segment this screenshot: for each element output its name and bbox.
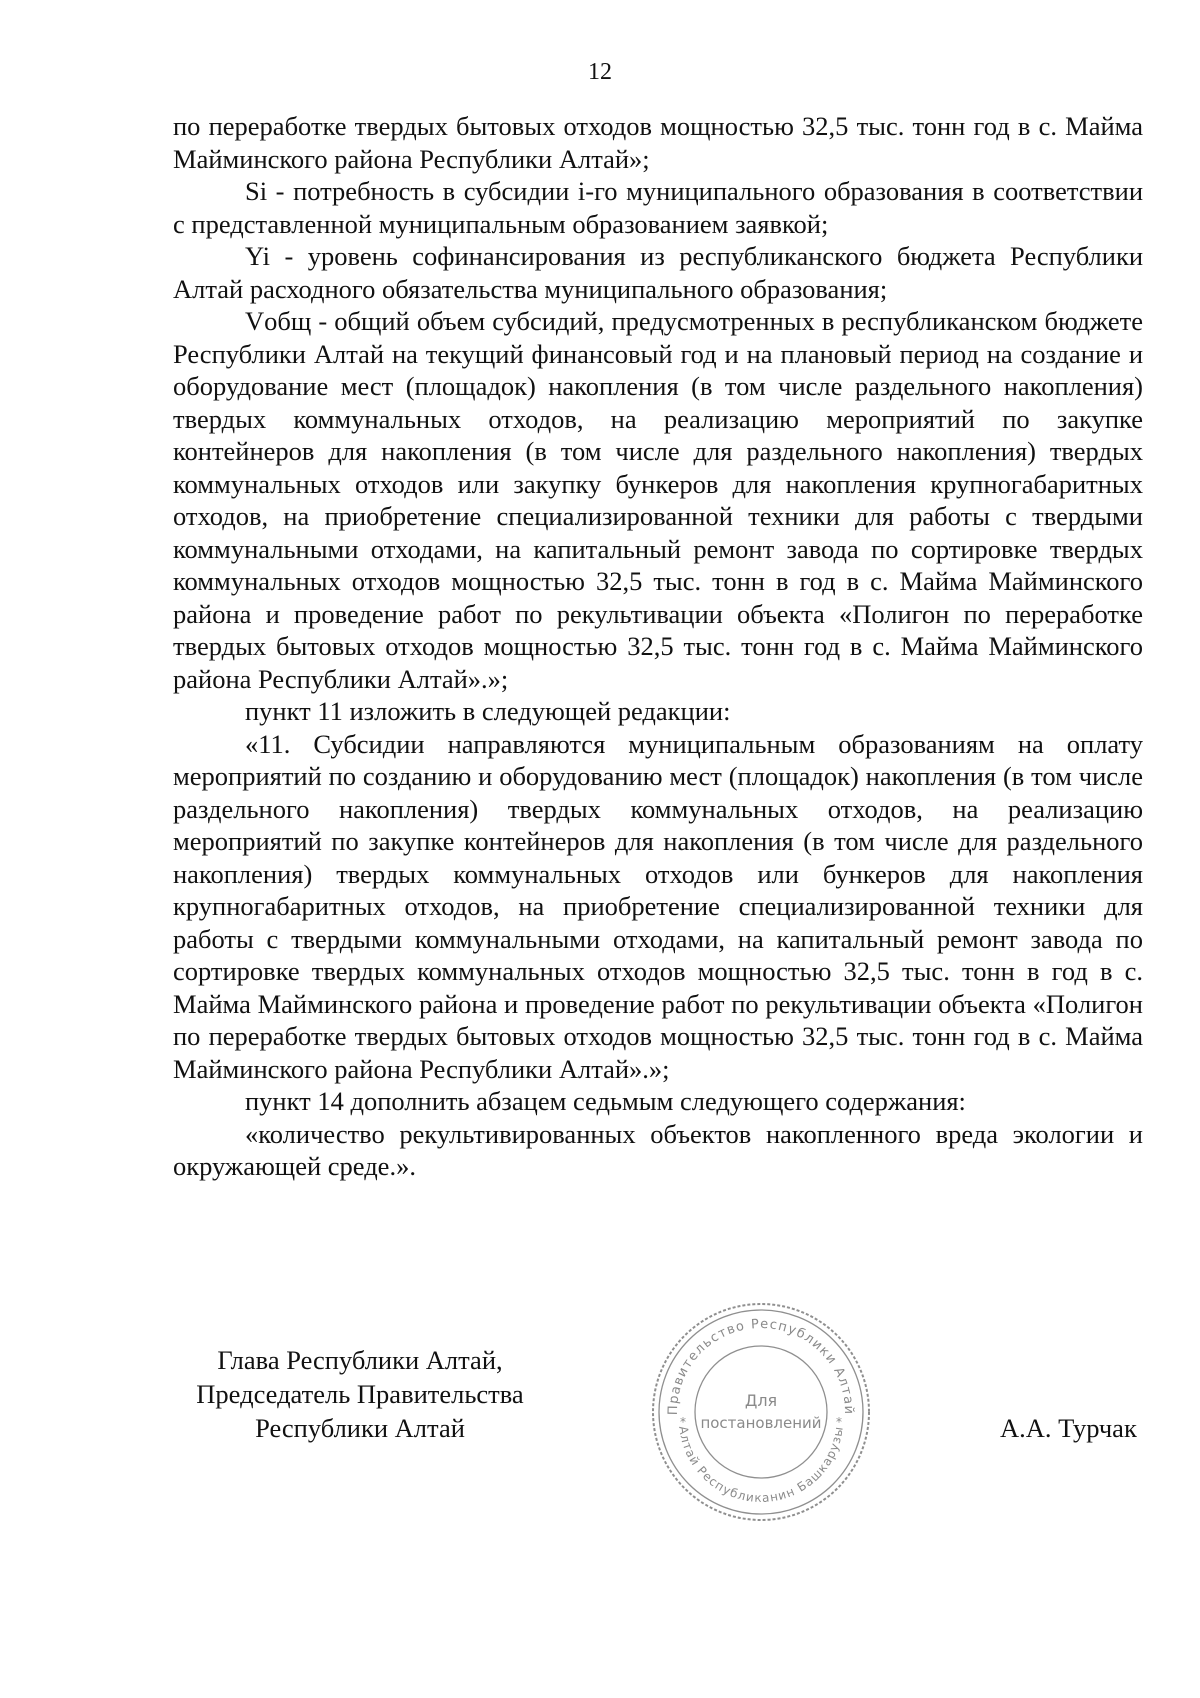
official-seal [647,1298,875,1526]
paragraph: Yi - уровень софинансирования из республиканского бюджета Республики Алтай расходного обязательства муниципального образования; [173,241,1143,304]
signatory-title [170,1343,550,1445]
svg-text:*: * [836,1415,842,1429]
signatory-title-line: Республики Алтай [255,1413,465,1443]
paragraph: Si - потребность в субсидии i-го муниципального образования в соответствии с представленной муниципальным образованием заявкой; [173,176,1143,239]
document-body [173,110,1143,1183]
paragraph: «количество рекультивированных объектов накопленного вреда экологии и окружающей среде.». [173,1118,1143,1181]
page-number: 12 [588,59,612,85]
svg-text:Алтай Республиканин Башкарузы [676,1425,846,1505]
seal-center-line-1: Для [744,1391,778,1410]
seal-outer-text-top: Правительство Республики Алтай [665,1316,857,1416]
paragraph: по переработке твердых бытовых отходов мощностью 32,5 тыс. тонн год в с. Майма Майминского района Республики Алтай»; [173,111,1143,174]
paragraph: пункт 14 дополнить абзацем седьмым следующего содержания: [245,1086,966,1116]
paragraph: «11. Субсидии направляются муниципальным образованиям на оплату мероприятий по созданию и оборудованию мест (площадок) накопления (в том числе раздельного накопления) твердых коммунальных отходов, на реализацию мероприятий по закупке контейнеров для накопления (в том числе для раздельного накопления) твердых коммунальных отходов или бункеров для накопления крупногабаритных отходов, на приобретение специализированной техники для работы с твердыми коммунальными отходами, на капитальный ремонт завода по сортировке твердых коммунальных отходов мощностью 32,5 тыс. тонн в год в с. Майма Майминского района и проведение работ по рекультивации объекта «Полигон по переработке твердых бытовых отходов мощностью 32,5 тыс. тонн год в с. Майма Майминского района Республики Алтай».»; [173,728,1143,1084]
signatory-title-line: Председатель Правительства [196,1379,524,1409]
seal-outer-text-bottom: Алтай Республиканин Башкарузы [676,1425,846,1506]
seal-center-line-2: постановлений [700,1414,822,1432]
paragraph: пункт 11 изложить в следующей редакции: [245,696,731,726]
paragraph: Vобщ - общий объем субсидий, предусмотренных в республиканском бюджете Республики Алтай на текущий финансовый год и на плановый период на создание и оборудование мест (площадок) накопления (в том числе раздельного накопления) твердых коммунальных отходов, на реализацию мероприятий по закупке контейнеров для накопления (в том числе для раздельного накопления) твердых коммунальных отходов или закупку бункеров для накопления крупногабаритных отходов, на приобретение специализированной техники для работы с твердыми коммунальными отходами, на капитальный ремонт завода по сортировке твердых коммунальных отходов мощностью 32,5 тыс. тонн в год в с. Майма Майминского района и проведение работ по рекультивации объекта «Полигон по переработке твердых бытовых отходов мощностью 32,5 тыс. тонн год в с. Майма Майминского района Республики Алтай».»; [173,306,1143,694]
seal-stamp-graphic [647,1298,875,1526]
signatory-name: А.А. Турчак [1000,1413,1137,1443]
signatory-title-line: Глава Республики Алтай, [217,1345,503,1375]
svg-text:*: * [680,1415,686,1429]
